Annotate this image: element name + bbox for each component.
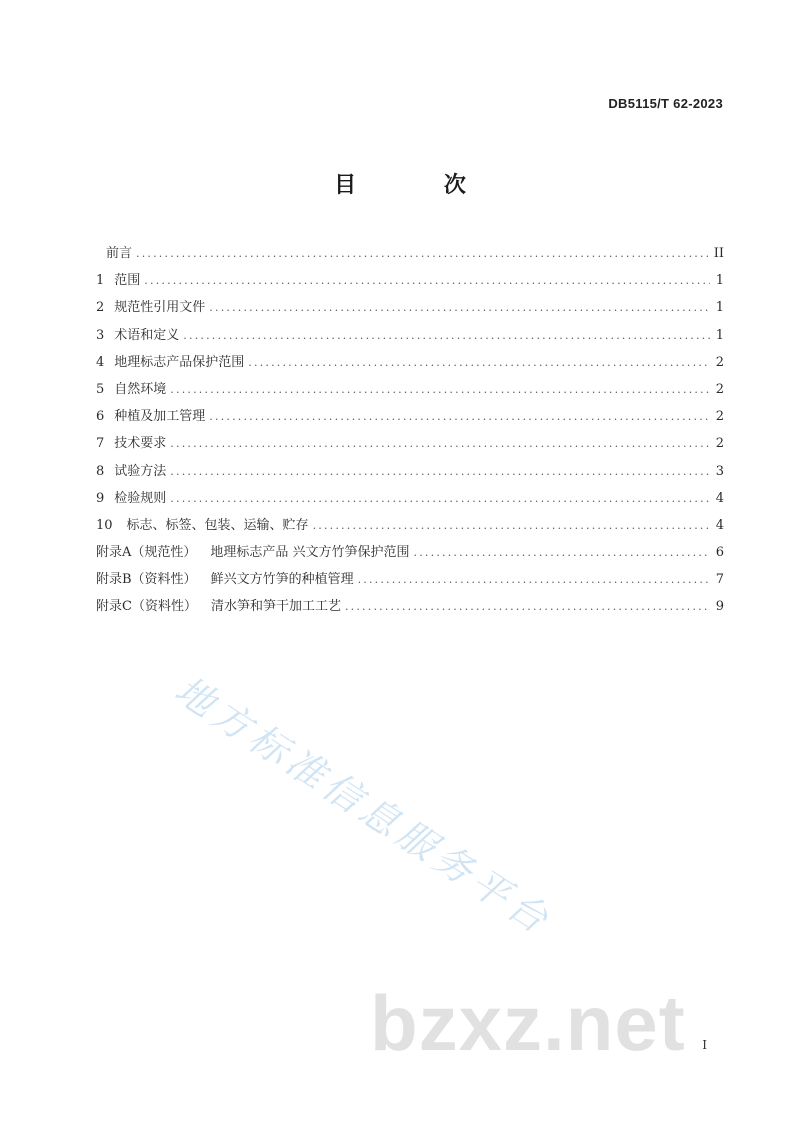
toc-entry-number: 2 bbox=[96, 300, 105, 316]
toc-entry[interactable] bbox=[96, 566, 724, 593]
toc-entry-label bbox=[96, 512, 309, 539]
toc-entry[interactable] bbox=[96, 322, 724, 349]
toc-entry-page: 7 bbox=[715, 572, 724, 588]
toc-entry-page: 4 bbox=[715, 517, 724, 533]
toc-entry-number: 6 bbox=[96, 409, 105, 425]
watermark-logo: bzxz.net bbox=[370, 979, 686, 1067]
toc-entry-label bbox=[96, 593, 341, 620]
toc-entry-label bbox=[96, 294, 205, 321]
document-code: DB5115/T 62-2023 bbox=[608, 96, 723, 111]
toc-entry-label bbox=[96, 322, 179, 349]
toc-entry-label bbox=[96, 430, 166, 457]
toc-entry-number: 8 bbox=[96, 463, 105, 479]
toc-entry[interactable] bbox=[96, 593, 724, 620]
toc-entry-page: 3 bbox=[715, 463, 724, 479]
toc-entry-page: 4 bbox=[715, 490, 724, 506]
toc-entry-title: 试验方法 bbox=[114, 463, 167, 479]
page-title: 目 次 bbox=[334, 173, 506, 198]
toc-entry-label bbox=[96, 458, 166, 485]
toc-entry-title: 技术要求 bbox=[114, 436, 167, 452]
toc-leader-dots bbox=[358, 566, 710, 593]
toc-entry-label bbox=[96, 485, 166, 512]
toc-entry[interactable] bbox=[96, 267, 724, 294]
toc-leader-dots bbox=[313, 512, 710, 539]
toc-entry-page: II bbox=[713, 246, 724, 261]
toc-entry-label bbox=[96, 240, 132, 267]
toc-entry[interactable] bbox=[96, 539, 724, 566]
toc-entry-number: 3 bbox=[96, 327, 105, 343]
toc-leader-dots bbox=[170, 485, 709, 512]
toc-entry-label bbox=[96, 566, 354, 593]
toc-entry-number: 5 bbox=[96, 381, 105, 397]
toc-entry-title: 范围 bbox=[114, 273, 141, 289]
toc-entry-title: 种植及加工管理 bbox=[114, 409, 206, 425]
toc-leader-dots bbox=[183, 322, 709, 349]
toc-entry-title: 自然环境 bbox=[114, 381, 167, 397]
toc-entry-label bbox=[96, 376, 166, 403]
toc-entry-page: 1 bbox=[715, 327, 724, 343]
toc-entry[interactable] bbox=[96, 430, 724, 457]
toc-entry[interactable] bbox=[96, 376, 724, 403]
toc-entry-title: 地理标志产品 兴文方竹笋保护范围 bbox=[210, 545, 410, 561]
page-number: I bbox=[702, 1038, 707, 1052]
toc-entry-title: 清水笋和笋干加工工艺 bbox=[210, 599, 341, 615]
toc-entry[interactable] bbox=[96, 485, 724, 512]
toc-leader-dots bbox=[170, 376, 709, 403]
toc-leader-dots bbox=[170, 430, 709, 457]
toc-entry-page: 2 bbox=[715, 381, 724, 397]
toc-entry-page: 6 bbox=[715, 545, 724, 561]
toc-entry-page: 1 bbox=[715, 273, 724, 289]
toc-entry[interactable] bbox=[96, 294, 724, 321]
toc-entry-title: 鲜兴文方竹笋的种植管理 bbox=[210, 572, 354, 588]
watermark-text: 地方标准信息服务平台 bbox=[167, 667, 561, 945]
toc-entry-title: 规范性引用文件 bbox=[114, 300, 206, 316]
toc-entry-label bbox=[96, 349, 244, 376]
toc-entry-page: 2 bbox=[715, 436, 724, 452]
toc-entry-title: 地理标志产品保护范围 bbox=[114, 354, 245, 370]
toc-entry-number: 附录B（资料性） bbox=[96, 572, 197, 588]
toc-entry[interactable] bbox=[96, 458, 724, 485]
toc-leader-dots bbox=[170, 458, 709, 485]
toc-entry-title: 前言 bbox=[106, 246, 133, 261]
toc-leader-dots bbox=[345, 593, 710, 620]
toc-entry[interactable] bbox=[96, 403, 724, 430]
toc-leader-dots bbox=[248, 349, 709, 376]
toc-leader-dots bbox=[136, 240, 708, 267]
toc-entry-number: 7 bbox=[96, 436, 105, 452]
toc-entry[interactable] bbox=[96, 349, 724, 376]
toc-leader-dots bbox=[209, 403, 709, 430]
toc-leader-dots bbox=[144, 267, 709, 294]
toc-entry-title: 检验规则 bbox=[114, 490, 167, 506]
table-of-contents bbox=[96, 240, 724, 621]
toc-entry-number: 附录A（规范性） bbox=[96, 545, 197, 561]
toc-entry-title: 术语和定义 bbox=[114, 327, 180, 343]
toc-entry-number: 9 bbox=[96, 490, 105, 506]
toc-entry-page: 2 bbox=[715, 409, 724, 425]
toc-entry-page: 2 bbox=[715, 354, 724, 370]
toc-entry-title: 标志、标签、包装、运输、贮存 bbox=[126, 517, 309, 533]
toc-leader-dots bbox=[209, 294, 709, 321]
toc-entry-page: 9 bbox=[715, 599, 724, 615]
toc-entry-number: 附录C（资料性） bbox=[96, 599, 197, 615]
toc-entry-label bbox=[96, 267, 140, 294]
toc-entry-number: 1 bbox=[96, 273, 105, 289]
toc-entry-page: 1 bbox=[715, 300, 724, 316]
toc-entry-number: 10 bbox=[96, 517, 113, 533]
toc-entry[interactable] bbox=[96, 240, 724, 267]
toc-entry[interactable] bbox=[96, 512, 724, 539]
toc-leader-dots bbox=[414, 539, 710, 566]
toc-entry-label bbox=[96, 403, 205, 430]
toc-entry-label bbox=[96, 539, 410, 566]
toc-entry-number: 4 bbox=[96, 354, 105, 370]
